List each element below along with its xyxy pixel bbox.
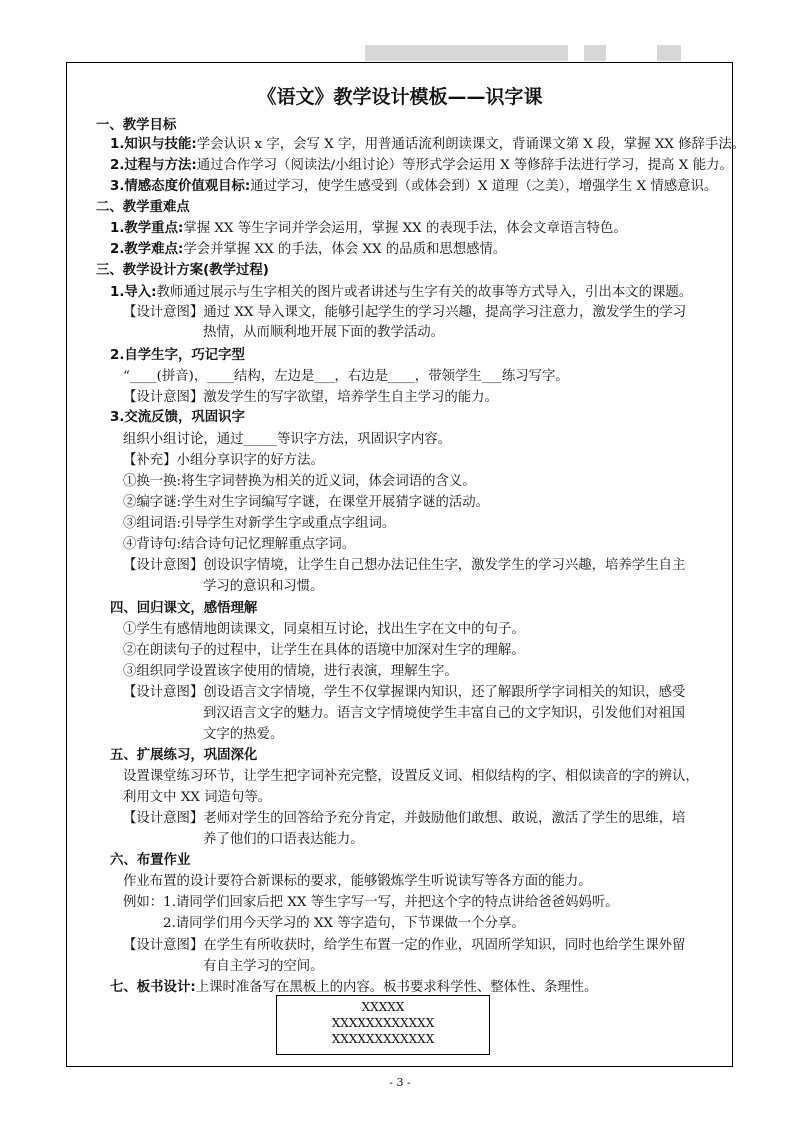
header-bar-long <box>365 45 568 61</box>
step-intro-label: 1.导入: <box>110 285 157 300</box>
section-heading-extension: 五、扩展练习，巩固深化 <box>110 748 258 763</box>
homework-example-1: 例如：1.请同学们回家后把 XX 等生字写一写，并把这个字的特点讲给爸爸妈妈听。 <box>123 895 619 910</box>
difficult-point <box>110 241 506 259</box>
method-item-3: ③组词语:引导学生对新学生字或重点字组词。 <box>123 516 396 531</box>
goal-process-text: 通过合作学习（阅读法/小组讨论）等形式学会运用 X 等修辞手法进行学习，提高 X 能力。 <box>196 158 733 173</box>
return-intent-line3: 文字的热爱。 <box>203 727 284 742</box>
board-line-3: XXXXXXXXXXXX <box>331 1032 435 1046</box>
difficult-point-label: 2.教学难点: <box>110 242 184 257</box>
extension-text-line2: 利用文中 XX 词造句等。 <box>123 790 272 805</box>
step-self-study-intent: 【设计意图】激发学生的写字欲望，培养学生自主学习的能力。 <box>123 390 498 405</box>
step-exchange-heading: 3.交流反馈，巩固识字 <box>110 410 245 425</box>
extension-intent-line1: 【设计意图】老师对学生的回答给予充分肯定，并鼓励他们敢想、敢说，激活了学生的思维，培 <box>123 811 686 826</box>
method-item-1: ①换一换:将生字词替换为相关的近义词，体会词语的含义。 <box>123 474 476 489</box>
key-point-label: 1.教学重点: <box>110 221 184 236</box>
return-item-2: ②在朗读句子的过程中，让学生在具体的语境中加深对生字的理解。 <box>123 643 525 658</box>
key-point-text: 掌握 XX 等生字词并学会运用，掌握 XX 的表现手法，体会文章语言特色。 <box>183 221 627 236</box>
board-line-2: XXXXXXXXXXXX <box>331 1016 435 1030</box>
section-heading-return: 四、回归课文，感悟理解 <box>110 601 258 616</box>
step-intro <box>110 284 692 302</box>
extension-intent-line2: 养了他们的口语表达能力。 <box>203 832 364 847</box>
homework-intent-line2: 有自主学习的空间。 <box>203 959 324 974</box>
return-intent-line1: 【设计意图】创设语言文字情境，学生不仅掌握课内知识，还了解跟所学字词相关的知识，感受 <box>123 685 686 700</box>
header-bar-mid <box>584 45 606 61</box>
board-line-1: XXXXX <box>361 1000 405 1014</box>
step-exchange-supplement: 【补充】小组分享识字的好方法。 <box>123 453 324 468</box>
page-title: 《语文》教学设计模板——识字课 <box>257 86 543 108</box>
goal-knowledge <box>110 136 745 154</box>
goal-emotion <box>110 178 717 196</box>
step-exchange-text: 组织小组讨论，通过_____等识字方法，巩固识字内容。 <box>123 432 452 447</box>
goal-emotion-label: 3.情感态度价值观目标: <box>110 179 251 194</box>
header-bar-short <box>657 45 681 61</box>
return-item-3: ③组织同学设置该字使用的情境，进行表演，理解生字。 <box>123 664 458 679</box>
step-intro-text: 教师通过展示与生字相关的图片或者讲述与生字有关的故事等方式导入，引出本文的课题。 <box>156 285 693 300</box>
goal-emotion-text: 通过学习，使学生感受到（或体会到）X 道理（之美），增强学生 X 情感意识。 <box>250 179 718 194</box>
section-heading-key-points: 二、教学重难点 <box>96 200 190 215</box>
step-exchange-intent-line1: 【设计意图】创设识字情境，让学生自己想办法记住生字，激发学生的学习兴趣，培养学生自主 <box>123 558 686 573</box>
homework-text: 作业布置的设计要符合新课标的要求，能够锻炼学生听说读写等各方面的能力。 <box>123 874 592 889</box>
section-heading-process: 三、教学设计方案(教学过程) <box>96 263 269 278</box>
board-design-heading: 七、板书设计: <box>110 980 196 995</box>
goal-knowledge-label: 1.知识与技能: <box>110 137 197 152</box>
return-intent-line2: 到汉语言文字的魅力。语言文字情境使学生丰富自己的文字知识，引发他们对祖国 <box>203 706 686 721</box>
goal-knowledge-text: 学会认识 x 字，会写 X 字，用普通话流利朗读课文，背诵课文第 X 段，掌握 XX 修辞手法。 <box>196 137 746 152</box>
goal-process <box>110 157 733 175</box>
extension-text-line1: 设置课堂练习环节，让学生把字词补充完整，设置反义词、相似结构的字、相似读音的字的辨认， <box>123 769 699 784</box>
method-item-4: ④背诗句:结合诗句记忆理解重点字词。 <box>123 537 356 552</box>
step-intro-intent-line1: 【设计意图】通过 XX 导入课文，能够引起学生的学习兴趣，提高学习注意力，激发学生的学习 <box>123 305 687 320</box>
step-exchange-intent-line2: 学习的意识和习惯。 <box>203 579 324 594</box>
page-number: - 3 - <box>389 1076 411 1089</box>
return-item-1: ①学生有感情地朗读课文，同桌相互讨论，找出生字在文中的句子。 <box>123 622 525 637</box>
goal-process-label: 2.过程与方法: <box>110 158 197 173</box>
homework-example-2: 2.请同学们用今天学习的 XX 等字造句，下节课做一个分享。 <box>163 916 525 931</box>
step-self-study-text: “____(拼音)，____结构，左边是___，右边是____，带领学生___练习写字。 <box>123 369 569 384</box>
step-self-study-heading: 2.自学生字，巧记字型 <box>110 348 245 363</box>
homework-intent-line1: 【设计意图】在学生有所收获时，给学生布置一定的作业，巩固所学知识，同时也给学生课外留 <box>123 938 686 953</box>
board-box <box>276 995 490 1055</box>
key-point <box>110 220 627 238</box>
difficult-point-text: 学会并掌握 XX 的手法，体会 XX 的品质和思想感情。 <box>183 242 507 257</box>
method-item-2: ②编字谜:学生对生字词编写字谜，在课堂开展猜字谜的活动。 <box>123 495 490 510</box>
section-heading-goals: 一、教学目标 <box>96 118 177 133</box>
board-design-text: 上课时准备写在黑板上的内容。板书要求科学性、整体性、条理性。 <box>195 980 598 995</box>
step-intro-intent-line2: 热情，从而顺利地开展下面的教学活动。 <box>203 325 445 340</box>
section-heading-homework: 六、布置作业 <box>110 853 191 868</box>
